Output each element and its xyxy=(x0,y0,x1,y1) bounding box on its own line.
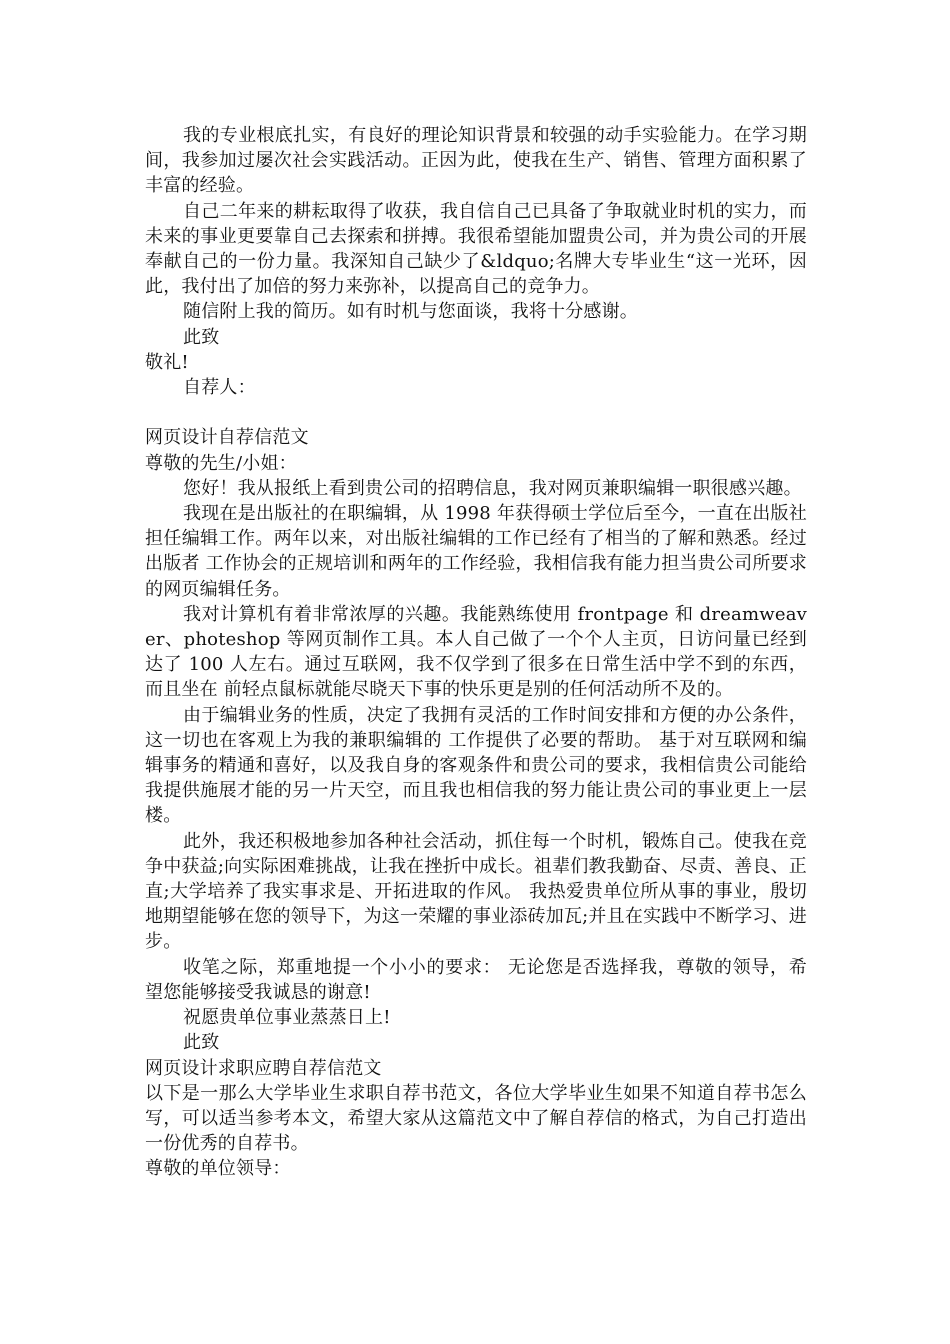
paragraph: 祝愿贵单位事业蒸蒸日上! xyxy=(183,1007,391,1029)
paragraph: 随信附上我的简历。如有时机与您面谈，我将十分感谢。 xyxy=(183,301,638,323)
blank-line xyxy=(145,400,807,425)
document-body xyxy=(145,123,807,1182)
closing-line: 此致 xyxy=(183,326,220,348)
paragraph: 收笔之际，郑重地提一个小小的要求： 无论您是否选择我，尊敬的领导，希望您能够接受我诚恳的谢意! xyxy=(145,956,807,1003)
paragraph: 您好！我从报纸上看到贵公司的招聘信息，我对网页兼职编辑一职很感兴趣。 xyxy=(183,477,802,499)
paragraph: 自己二年来的耕耘取得了收获，我自信自己已具备了争取就业时机的实力，而未来的事业更要靠自己去探索和拼搏。我很希望能加盟贵公司，并为贵公司的开展奉献自己的一份力量。我深知自己缺少了&ldquo;名牌大专毕业生“这一光环，因此，我付出了加倍的努力来弥补，以提高自己的竞争力。 xyxy=(145,200,807,298)
greeting-line: 尊敬的单位领导： xyxy=(145,1158,291,1180)
closing-line: 此致 xyxy=(183,1032,220,1054)
paragraph: 以下是一那么大学毕业生求职自荐书范文，各位大学毕业生如果不知道自荐书怎么写，可以适当参考本文，希望大家从这篇范文中了解自荐信的格式，为自己打造出一份优秀的自荐书。 xyxy=(145,1082,807,1155)
paragraph: 由于编辑业务的性质，决定了我拥有灵活的工作时间安排和方便的办公条件，这一切也在客观上为我的兼职编辑的 工作提供了必要的帮助。 基于对互联网和编辑事务的精通和喜好，以及我自身的客观条件和贵公司的要求，我相信贵公司能给我提供施展才能的另一片天空，而且我也相信我的努力能让贵公司的事业更上一层楼。 xyxy=(145,704,807,827)
salutation-line: 敬礼! xyxy=(145,351,189,373)
section-title: 网页设计自荐信范文 xyxy=(145,427,309,449)
paragraph: 我对计算机有着非常浓厚的兴趣。我能熟练使用 frontpage 和 dreamweaver、photeshop 等网页制作工具。本人自己做了一个个人主页，日访问量已经到达了 100 人左右。通过互联网，我不仅学到了很多在日常生活中学不到的东西，而且坐在 前轻点鼠标就能尽晓天下事的快乐更是别的任何活动所不及的。 xyxy=(145,603,807,701)
greeting-line: 尊敬的先生/小姐： xyxy=(145,452,297,474)
paragraph: 我的专业根底扎实，有良好的理论知识背景和较强的动手实验能力。在学习期间，我参加过屡次社会实践活动。正因为此，使我在生产、销售、管理方面积累了丰富的经验。 xyxy=(145,125,807,197)
paragraph: 此外，我还积极地参加各种社会活动，抓住每一个时机，锻炼自己。使我在竞争中获益;向实际困难挑战，让我在挫折中成长。祖辈们教我勤奋、尽责、善良、正直;大学培养了我实事求是、开拓进取的作风。 我热爱贵单位所从事的事业，殷切地期望能够在您的领导下，为这一荣耀的事业添砖加瓦;并且在实践中不断学习、进步。 xyxy=(145,830,807,953)
signature-line: 自荐人： xyxy=(183,377,256,399)
section-title: 网页设计求职应聘自荐信范文 xyxy=(145,1057,382,1079)
paragraph: 我现在是出版社的在职编辑，从 1998 年获得硕士学位后至今，一直在出版社担任编辑工作。两年以来，对出版社编辑的工作已经有了相当的了解和熟悉。经过出版者 工作协会的正规培训和两年的工作经验，我相信我有能力担当贵公司所要求的网页编辑任务。 xyxy=(145,503,807,600)
